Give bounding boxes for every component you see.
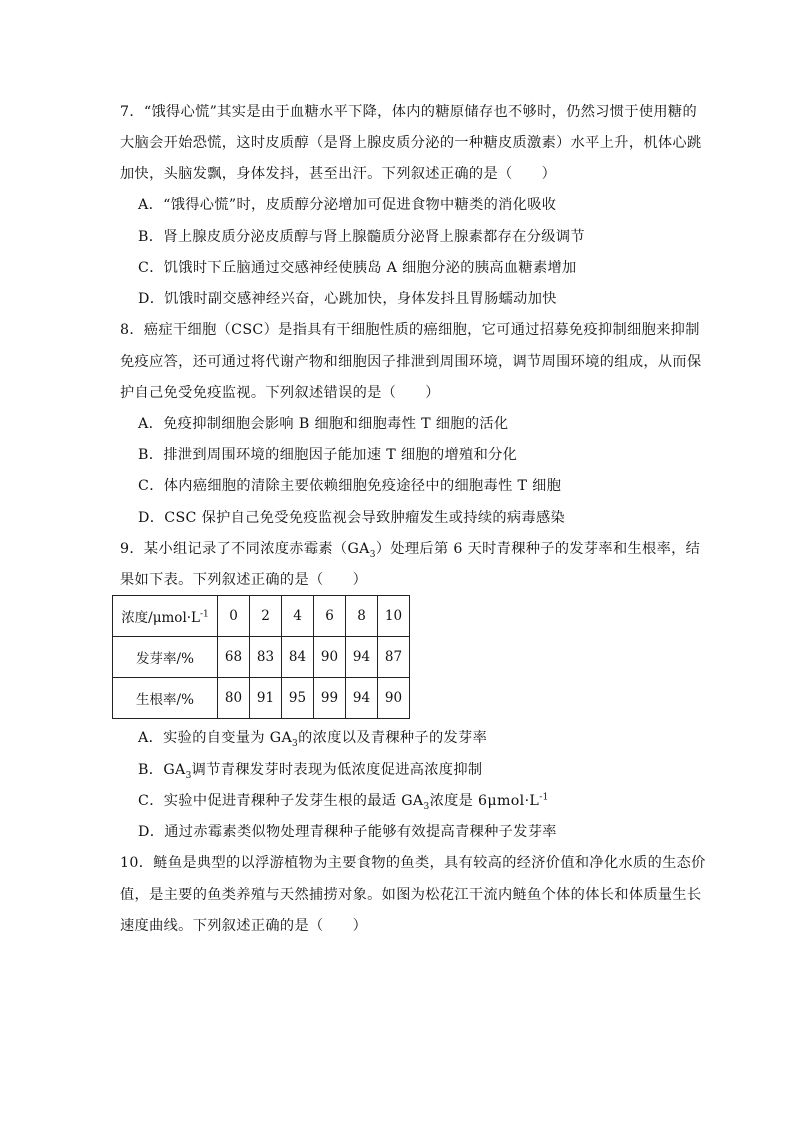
table-row <box>113 637 410 678</box>
table-row <box>113 678 410 719</box>
q8-option-d: D．CSC 保护自己免受免疫监视会导致肿瘤发生或持续的病毒感染 <box>138 510 566 526</box>
q9-stem-line-1: 9．某小组记录了不同浓度赤霉素$(GA_3)$处理后第 6 天时青稞种子的发芽率和生根率，结 <box>120 541 701 560</box>
q7-stem-line-2: 大脑会开始恐慌，这时皮质醇（是肾上腺皮质分泌的一种糖皮质激素）水平上升，机体心跳 <box>120 135 702 151</box>
table-cell: 6 <box>314 596 346 637</box>
table-cell: 2 <box>250 596 282 637</box>
table-header-row <box>113 596 410 637</box>
table-cell: 94 <box>346 637 378 678</box>
table-cell: 8 <box>346 596 378 637</box>
q7-option-d: D．饥饿时副交感神经兴奋，心跳加快，身体发抖且胃肠蠕动加快 <box>138 291 557 307</box>
q7-option-c: C．饥饿时下丘脑通过交感神经使胰岛 A 细胞分泌的胰高血糖素增加 <box>138 260 577 276</box>
table-cell: 87 <box>378 637 410 678</box>
q9-option-c: C．实验中促进青稞种子发芽生根的最适 $GA_3$浓度是 $6\mu mol\cdot L^{-1}$ <box>138 792 549 812</box>
table-cell: 99 <box>314 678 346 719</box>
header-label: 浓度$/\mu mol\cdot L^{-1}$ <box>113 596 218 637</box>
q7-stem-line-3: 加快，头脑发飘，身体发抖，甚至出汗。下列叙述正确的是（ ） <box>120 166 557 182</box>
q10-stem-line-3: 速度曲线。下列叙述正确的是（ ） <box>120 918 368 934</box>
q8-stem-line-1: 8．癌症干细胞（CSC）是指具有干细胞性质的癌细胞，它可通过招募免疫抑制细胞来抑制 <box>120 322 700 338</box>
q9-stem-line-2: 果如下表。下列叙述正确的是（ ） <box>120 572 368 588</box>
table-cell: 4 <box>282 596 314 637</box>
q9-option-d: D．通过赤霉素类似物处理青稞种子能够有效提高青稞种子发芽率 <box>138 824 557 840</box>
table-cell: 68 <box>218 637 250 678</box>
table-cell: 91 <box>250 678 282 719</box>
table-cell: 83 <box>250 637 282 678</box>
q8-stem-line-3: 护自己免受免疫监视。下列叙述错误的是（ ） <box>120 385 440 401</box>
q9-option-b: B．$GA_3$调节青稞发芽时表现为低浓度促进高浓度抑制 <box>138 762 483 781</box>
table-cell: 80 <box>218 678 250 719</box>
q10-stem-line-1: 10．鲢鱼是典型的以浮游植物为主要食物的鱼类，具有较高的经济价值和净化水质的生态价 <box>120 855 706 871</box>
table-cell: 84 <box>282 637 314 678</box>
q8-option-b: B．排泄到周围环境的细胞因子能加速 T 细胞的增殖和分化 <box>138 447 518 463</box>
row-label: 生根率/% <box>113 678 218 719</box>
q8-option-c: C．体内癌细胞的清除主要依赖细胞免疫途径中的细胞毒性 T 细胞 <box>138 478 562 494</box>
q7-option-b: B．肾上腺皮质分泌皮质醇与肾上腺髓质分泌肾上腺素都存在分级调节 <box>138 229 585 245</box>
row-label: 发芽率/% <box>113 637 218 678</box>
q8-option-a: A．免疫抑制细胞会影响 B 细胞和细胞毒性 T 细胞的活化 <box>138 416 509 432</box>
q9-option-a: A．实验的自变量为 $GA_3$的浓度以及青稞种子的发芽率 <box>138 730 488 749</box>
table-cell: 0 <box>218 596 250 637</box>
q7-stem-line-1: 7．“饿得心慌”其实是由于血糖水平下降，体内的糖原储存也不够时，仍然习惯于使用糖的 <box>120 104 698 120</box>
table-cell: 10 <box>378 596 410 637</box>
q7-option-a: A．“饿得心慌”时，皮质醇分泌增加可促进食物中糖类的消化吸收 <box>138 197 557 213</box>
table-cell: 90 <box>314 637 346 678</box>
q10-stem-line-2: 值，是主要的鱼类养殖与天然捕捞对象。如图为松花江干流内鲢鱼个体的体长和体质量生长 <box>120 887 702 903</box>
table-cell: 90 <box>378 678 410 719</box>
data-table <box>112 595 410 719</box>
table-cell: 95 <box>282 678 314 719</box>
table-cell: 94 <box>346 678 378 719</box>
q8-stem-line-2: 免疫应答，还可通过将代谢产物和细胞因子排泄到周围环境，调节周围环境的组成，从而保 <box>120 354 702 370</box>
